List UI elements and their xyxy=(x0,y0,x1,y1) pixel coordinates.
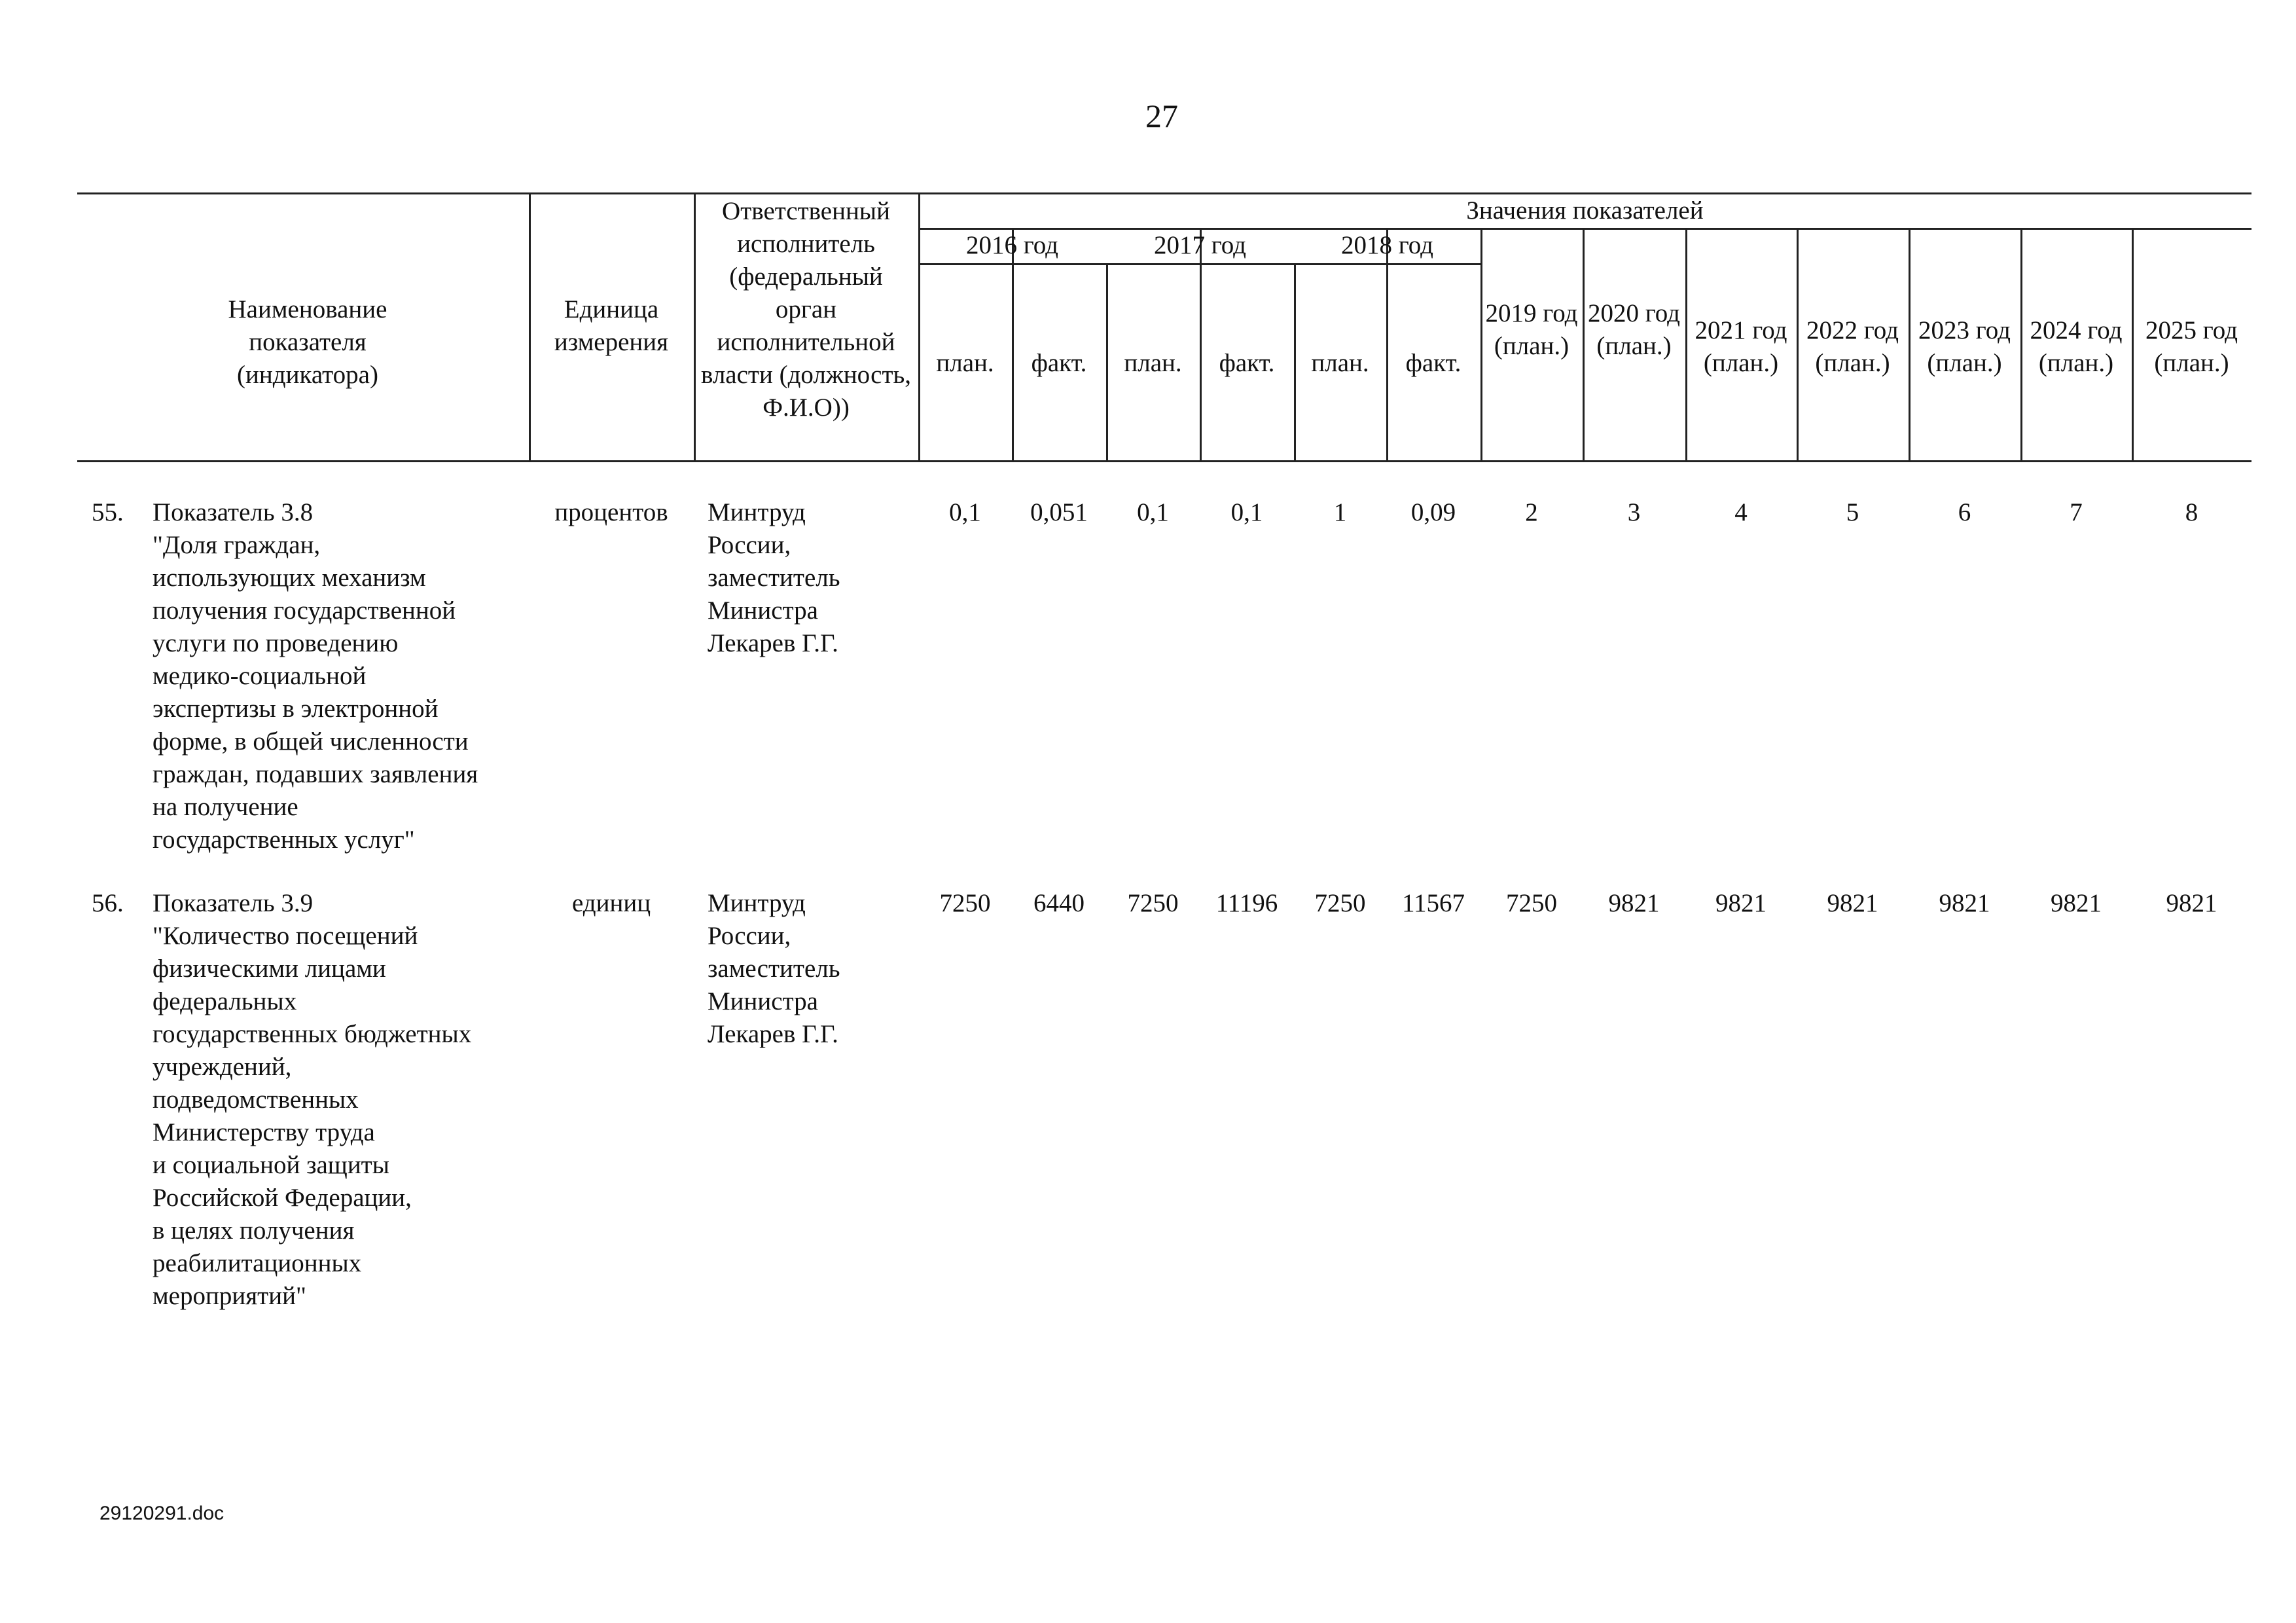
indicator-name-line: учреждений, xyxy=(152,1053,292,1081)
value-cell: 7250 xyxy=(939,889,991,917)
indicator-name-line: медико-социальной xyxy=(152,662,367,690)
value-cell: 9821 xyxy=(2166,889,2217,917)
indicator-name-line: реабилитационных xyxy=(152,1249,362,1277)
indicator-name-line: "Количество посещений xyxy=(152,922,418,950)
executor-line: заместитель xyxy=(708,955,840,983)
header-year-2018: 2018 год xyxy=(1341,231,1433,259)
indicator-name-line: и социальной защиты xyxy=(152,1151,389,1179)
header-plan-year-2022: 2022 год (план.) xyxy=(1806,316,1899,377)
column-divider xyxy=(694,192,696,460)
indicator-name-line: форме, в общей численности xyxy=(152,727,469,756)
header-plan-year-2020: 2020 год (план.) xyxy=(1588,299,1680,360)
header-plan: план. xyxy=(1311,349,1369,377)
value-cell: 9821 xyxy=(1939,889,1990,917)
executor-line: Минтруд xyxy=(708,889,806,917)
indicator-name-line: использующих механизм xyxy=(152,564,426,592)
executor-line: Лекарев Г.Г. xyxy=(708,1020,838,1048)
value-cell: 4 xyxy=(1734,498,1748,526)
column-divider xyxy=(1386,228,1388,460)
value-cell: 6440 xyxy=(1033,889,1085,917)
header-plan-year-2021: 2021 год (план.) xyxy=(1695,316,1787,377)
indicator-name-line: государственных услуг" xyxy=(152,826,415,854)
row-number: 56. xyxy=(92,889,124,917)
indicator-name-line: Показатель 3.9 xyxy=(152,889,314,917)
indicator-name-line: мероприятий" xyxy=(152,1282,306,1310)
header-year-2016: 2016 год xyxy=(966,231,1058,259)
header-values-group: Значения показателей xyxy=(1466,196,1704,225)
indicator-name-line: федеральных xyxy=(152,987,297,1015)
value-cell: 9821 xyxy=(1715,889,1767,917)
indicator-name-line: Министерству труда xyxy=(152,1118,375,1146)
document-filename: 29120291.doc xyxy=(99,1503,224,1524)
header-bottom-rule xyxy=(77,460,2251,462)
header-plan-year-2019: 2019 год (план.) xyxy=(1485,299,1578,360)
executor-line: Лекарев Г.Г. xyxy=(708,629,838,657)
indicator-name-line: экспертизы в электронной xyxy=(152,695,439,723)
indicator-name-line: подведомственных xyxy=(152,1085,359,1114)
indicator-name-line: Показатель 3.8 xyxy=(152,498,314,526)
value-cell: 9821 xyxy=(2051,889,2102,917)
value-cell: 7250 xyxy=(1127,889,1179,917)
value-cell: 5 xyxy=(1846,498,1859,526)
value-cell: 11567 xyxy=(1401,889,1465,917)
value-cell: 0,051 xyxy=(1030,498,1088,526)
value-cell: 0,1 xyxy=(1137,498,1169,526)
column-divider xyxy=(529,192,531,460)
executor-line: России, xyxy=(708,531,791,559)
header-plan-year-2024: 2024 год (план.) xyxy=(2030,316,2123,377)
header-unit: Единица измерения xyxy=(554,295,669,356)
executor-line: заместитель xyxy=(708,564,840,592)
value-cell: 11196 xyxy=(1215,889,1278,917)
value-cell: 2 xyxy=(1525,498,1538,526)
header-plan-year-2023: 2023 год (план.) xyxy=(1918,316,2011,377)
indicator-name-line: Российской Федерации, xyxy=(152,1184,412,1212)
header-plan-year-2025: 2025 год (план.) xyxy=(2145,316,2238,377)
indicator-name-line: граждан, подавших заявления xyxy=(152,760,478,788)
indicator-name-line: получения государственной xyxy=(152,596,456,625)
value-cell: 1 xyxy=(1333,498,1347,526)
unit-cell: единиц xyxy=(571,889,651,917)
header-executor: Ответственный исполнитель (федеральный орган исполнительной власти (должность, Ф.И.О)) xyxy=(700,197,912,422)
header-plan: план. xyxy=(1124,349,1182,377)
value-cell: 7250 xyxy=(1314,889,1366,917)
page-number: 27 xyxy=(1145,98,1178,134)
indicator-name-line: физическими лицами xyxy=(152,955,386,983)
indicator-name-line: на получение xyxy=(152,793,298,821)
indicator-name-line: в целях получения xyxy=(152,1216,355,1245)
value-cell: 0,1 xyxy=(1230,498,1263,526)
value-cell: 0,1 xyxy=(949,498,981,526)
indicator-name-line: государственных бюджетных xyxy=(152,1020,472,1048)
header-fact: факт. xyxy=(1219,349,1275,377)
value-cell: 9821 xyxy=(1827,889,1878,917)
value-cell: 8 xyxy=(2185,498,2198,526)
indicator-name-line: "Доля граждан, xyxy=(152,531,321,559)
value-cell: 9821 xyxy=(1608,889,1660,917)
value-cell: 6 xyxy=(1958,498,1971,526)
value-cell: 7 xyxy=(2070,498,2083,526)
header-indicator-name: Наименование показателя (индикатора) xyxy=(228,295,387,389)
header-plan: план. xyxy=(936,349,994,377)
indicator-name-line: услуги по проведению xyxy=(152,629,399,657)
header-fact: факт. xyxy=(1031,349,1087,377)
header-year-2017: 2017 год xyxy=(1154,231,1246,259)
header-fact: факт. xyxy=(1405,349,1462,377)
row-number: 55. xyxy=(92,498,124,526)
executor-line: Минтруд xyxy=(708,498,806,526)
value-cell: 7250 xyxy=(1506,889,1557,917)
value-cell: 0,09 xyxy=(1410,498,1456,526)
column-divider xyxy=(1012,228,1014,460)
executor-line: Министра xyxy=(708,596,818,625)
value-cell: 3 xyxy=(1627,498,1641,526)
unit-cell: процентов xyxy=(554,498,668,526)
executor-line: Министра xyxy=(708,987,818,1015)
executor-line: России, xyxy=(708,922,791,950)
column-divider xyxy=(1200,228,1202,460)
